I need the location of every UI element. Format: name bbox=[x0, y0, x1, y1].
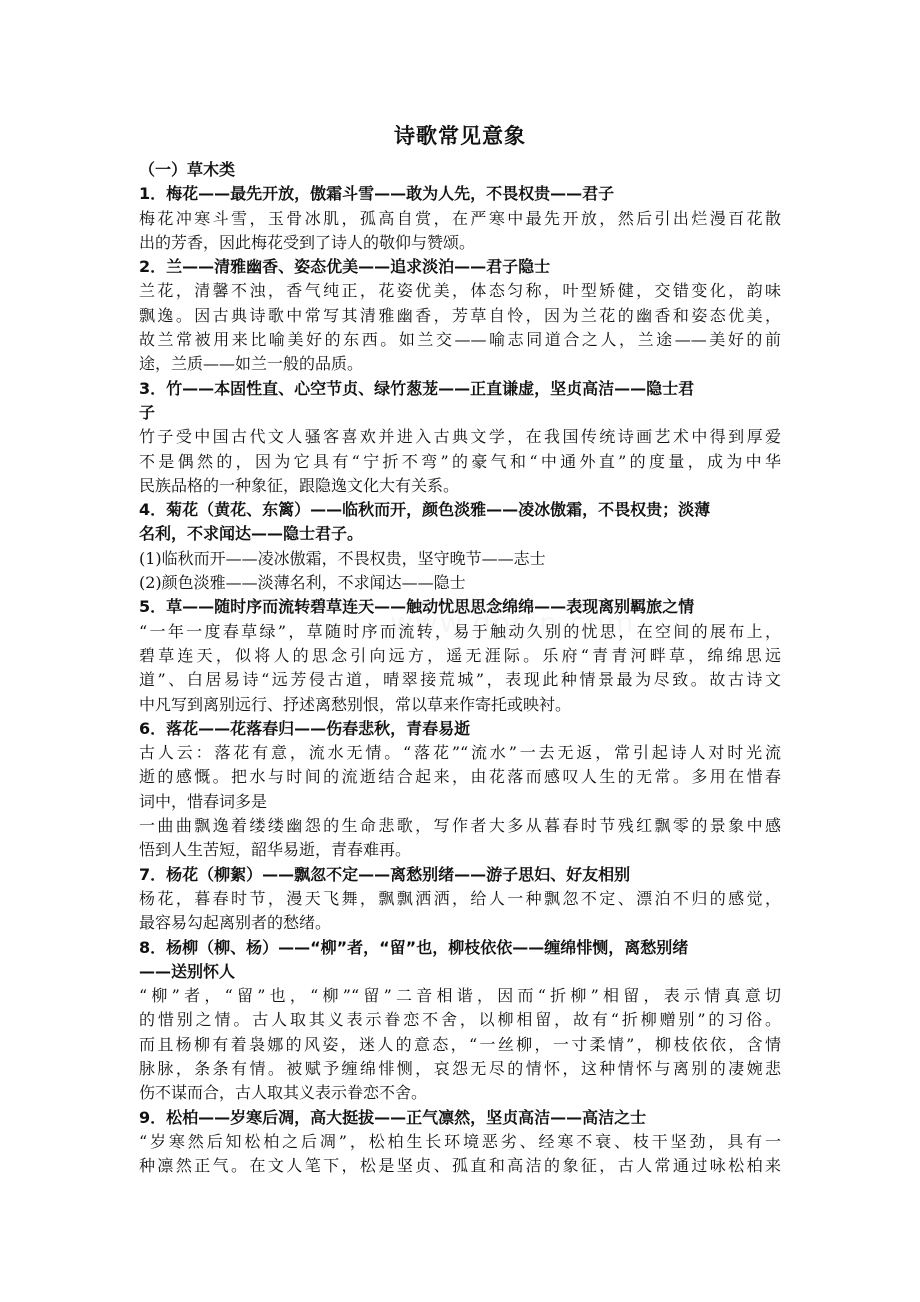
section-heading-line: 子 bbox=[139, 402, 156, 422]
document-body bbox=[139, 158, 781, 1178]
paragraph-line: “岁寒然后知松柏之后凋”，松柏生长环境恶劣、经寒不衰、枝干坚劲，具有一 bbox=[139, 1131, 781, 1151]
document-page bbox=[139, 118, 781, 1178]
paragraph-line: 道”、白居易诗“远芳侵古道，晴翠接荒城”，表现此种情景最为尽致。故古诗文 bbox=[139, 670, 781, 690]
paragraph-line: 杨花，暮春时节，漫天飞舞，飘飘洒洒，给人一种飘忽不定、漂泊不归的感觉， bbox=[139, 888, 781, 908]
paragraph-line: 逝的感慨。把水与时间的流逝结合起来，由花落而感叹人生的无常。多用在惜春 bbox=[139, 767, 781, 787]
paragraph-line: 碧草连天，似将人的思念引向远方，遥无涯际。乐府“青青河畔草，绵绵思远 bbox=[139, 645, 781, 665]
paragraph-line: 伤不谋而合，古人取其义表示眷恋不舍。 bbox=[139, 1083, 428, 1103]
paragraph-line: 梅花冲寒斗雪，玉骨冰肌，孤高自赏，在严寒中最先开放，然后引出烂漫百花散 bbox=[139, 208, 781, 228]
section-heading-line: 9．松柏——岁寒后凋，高大挺拔——正气凛然，坚贞高洁——高洁之士 bbox=[139, 1107, 647, 1127]
paragraph-line: 的惜别之情。古人取其义表示眷恋不舍，以柳相留，故有“折柳赠别”的习俗。 bbox=[139, 1010, 781, 1030]
section-heading-line: （一）草木类 bbox=[139, 160, 236, 179]
paragraph-line: 古人云：落花有意，流水无情。“落花”“流水”一去无返，常引起诗人对时光流 bbox=[139, 743, 781, 763]
section-heading-line: 2．兰——清雅幽香、姿态优美——追求淡泊——君子隐士 bbox=[139, 257, 551, 277]
paragraph-line: 最容易勾起离别者的愁绪。 bbox=[139, 913, 332, 933]
section-heading-line: ——送别怀人 bbox=[139, 961, 236, 981]
paragraph-line: 悟到人生苦短，韶华易逝，青春难再。 bbox=[139, 840, 412, 860]
section-heading-line: 5．草——随时序而流转碧草连天——触动忧思思念绵绵——表现离别羁旅之情 bbox=[139, 597, 695, 617]
paragraph-line: (2)颜色淡雅——淡薄名利，不求闻达——隐士 bbox=[139, 573, 466, 593]
paragraph-line: 中凡写到离别远行、抒述离愁别恨，常以草来作寄托或映衬。 bbox=[139, 694, 572, 714]
section-heading-line: 名利，不求闻达——隐士君子。 bbox=[139, 524, 364, 544]
section-heading-line: 4．菊花（黄花、东篱）——临秋而开，颜色淡雅——凌冰傲霜，不畏权贵；淡薄 bbox=[139, 500, 711, 520]
paragraph-line: 而且杨柳有着袅娜的风姿，迷人的意态，“一丝柳，一寸柔情”，柳枝依依，含情 bbox=[139, 1034, 781, 1054]
paragraph-line: 飘逸。因古典诗歌中常写其清雅幽香，芳草自怜，因为兰花的幽香和姿态优美， bbox=[139, 305, 781, 325]
section-heading-line: 8．杨柳（柳、杨）——“柳”者，“留”也，柳枝依依——缠绵悱恻，离愁别绪 bbox=[139, 937, 689, 957]
paragraph-line: 民族品格的一种象征，跟隐逸文化大有关系。 bbox=[139, 475, 460, 495]
document-title: 诗歌常见意象 bbox=[394, 124, 526, 148]
section-heading-line: 1．梅花——最先开放，傲霜斗雪——敢为人先，不畏权贵——君子 bbox=[139, 184, 615, 204]
paragraph-line: 词中，惜春词多是 bbox=[139, 791, 268, 811]
paragraph-line: 不是偶然的，因为它具有“宁折不弯”的豪气和“中通外直”的度量，成为中华 bbox=[139, 451, 781, 471]
section-heading-line: 6．落花——花落春归——伤春悲秋，青春易逝 bbox=[139, 718, 471, 738]
paragraph-line: 竹子受中国古代文人骚客喜欢并进入古典文学，在我国传统诗画艺术中得到厚爱 bbox=[139, 427, 781, 447]
paragraph-line: 途，兰质——如兰一般的品质。 bbox=[139, 354, 364, 374]
paragraph-line: (1)临秋而开——凌冰傲霜，不畏权贵，坚守晚节——志士 bbox=[139, 548, 546, 568]
paragraph-line: 兰花，清馨不浊，香气纯正，花姿优美，体态匀称，叶型矫健，交错变化，韵味 bbox=[139, 281, 781, 301]
section-heading-line: 3．竹——本固性直、心空节贞、绿竹葱茏——正直谦虚，坚贞高洁——隐士君 bbox=[139, 378, 695, 398]
paragraph-line: “柳”者，“留”也，“柳”“留”二音相谐，因而“折柳”相留，表示情真意切 bbox=[139, 986, 781, 1006]
paragraph-line: 种凛然正气。在文人笔下，松是坚贞、孤直和高洁的象征，古人常通过咏松柏来 bbox=[139, 1156, 781, 1176]
section-heading-line: 7．杨花（柳絮）——飘忽不定——离愁别绪——游子思妇、好友相别 bbox=[139, 864, 631, 884]
paragraph-line: 故兰常被用来比喻美好的东西。如兰交——喻志同道合之人，兰途——美好的前 bbox=[139, 330, 781, 350]
paragraph-line: “一年一度春草绿”，草随时序而流转，易于触动久别的忧思，在空间的展布上， bbox=[139, 621, 781, 641]
paragraph-line: 出的芳香，因此梅花受到了诗人的敬仰与赞颂。 bbox=[139, 232, 476, 252]
paragraph-line: 一曲曲飘逸着缕缕幽怨的生命悲歌，写作者大多从暮春时节残红飘零的景象中感 bbox=[139, 816, 781, 836]
paragraph-line: 脉脉，条条有情。被赋予缠绵悱恻，哀怨无尽的情怀，这种情怀与离别的凄婉悲 bbox=[139, 1058, 781, 1078]
